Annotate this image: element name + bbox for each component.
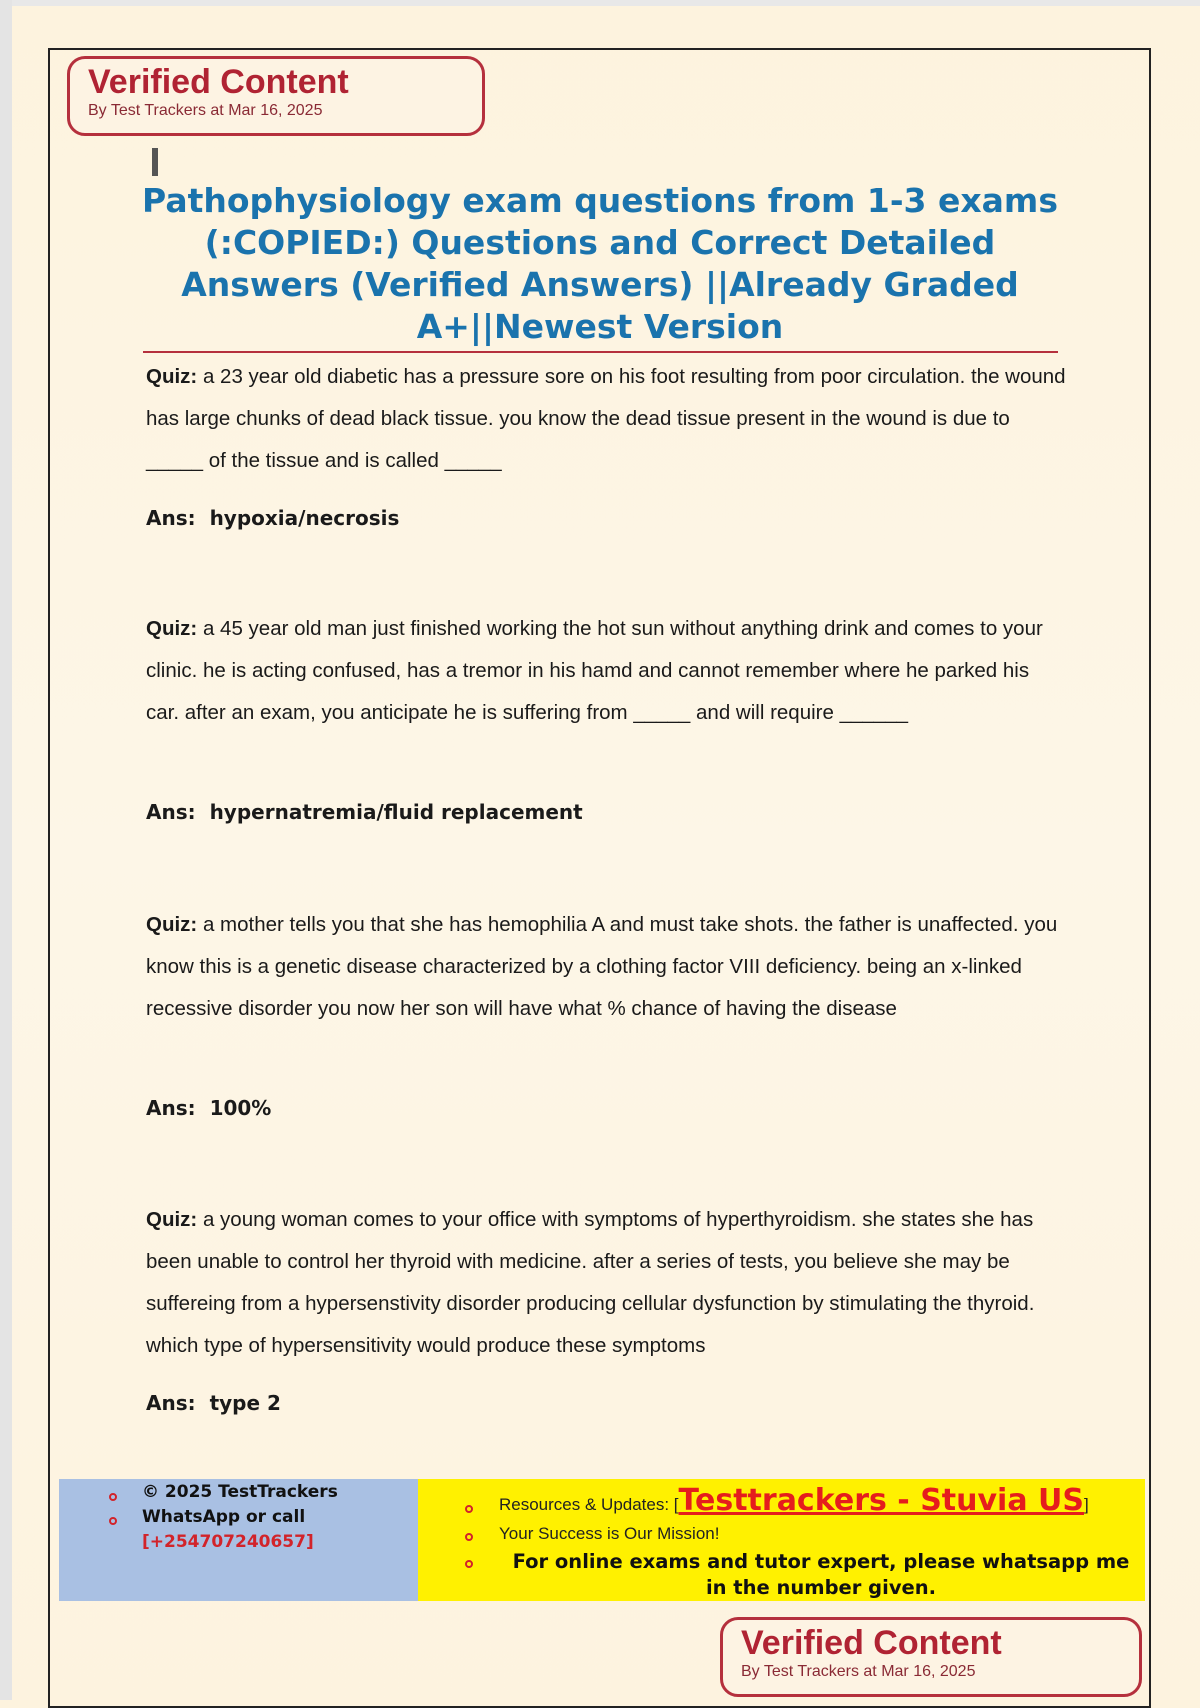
question-text: a 45 year old man just finished working the hot sun without anything drink and comes to your clinic. he is acting confused, has a tremor in his hamd and cannot remember where he parked his car. after an exam, you anticipate he is suffering from _____ and will require ______: [146, 617, 1043, 724]
question-3: [146, 904, 1066, 1030]
footer-online-exams-note: For online exams and tutor expert, please whatsapp me in the number given.: [512, 1550, 1130, 1599]
quiz-label: Quiz:: [146, 1208, 198, 1231]
footer-resources-panel: [418, 1479, 1145, 1601]
circle-bullet-icon: [109, 1493, 117, 1501]
text-cursor-icon: [152, 148, 158, 176]
answer-text: hypoxia/necrosis: [209, 506, 400, 530]
question-text: a young woman comes to your office with symptoms of hyperthyroidism. she states she has been unable to control her thyroid with medicine. after a series of tests, you believe she may be suffereing from a hypersenstivity disorder producing cellular dysfunction by stimulating the thyroid. which type of hypersensitivity would produce these symptoms: [146, 1208, 1035, 1357]
window-left-edge: [0, 0, 12, 1700]
stamp-title: Verified Content: [88, 63, 349, 101]
answer-text: hypernatremia/fluid replacement: [209, 800, 583, 824]
answer-3: [146, 1096, 271, 1120]
footer-resources-line: [499, 1481, 1089, 1525]
circle-bullet-icon: [465, 1560, 473, 1568]
verified-content-stamp-top: [67, 56, 485, 136]
footer-copyright: © 2025 TestTrackers: [142, 1482, 338, 1502]
stamp-byline: By Test Trackers at Mar 16, 2025: [741, 1663, 976, 1680]
answer-4: [146, 1391, 281, 1415]
circle-bullet-icon: [109, 1517, 117, 1525]
question-1: [146, 356, 1066, 482]
question-4: [146, 1199, 1066, 1367]
circle-bullet-icon: [465, 1533, 473, 1541]
question-2: [146, 608, 1066, 734]
answer-label: Ans:: [146, 1096, 196, 1120]
answer-text: type 2: [209, 1391, 281, 1415]
window-top-edge: [0, 0, 1200, 6]
answer-1: [146, 506, 399, 530]
question-text: a 23 year old diabetic has a pressure sore on his foot resulting from poor circulation. the wound has large chunks of dead black tissue. you know the dead tissue present in the wound is due to _____ of the tissue and is called _____: [146, 365, 1066, 472]
qa-item-2: [146, 608, 1066, 824]
quiz-label: Quiz:: [146, 913, 198, 936]
answer-2: [146, 800, 583, 824]
qa-item-3: [146, 904, 1066, 1120]
answer-text: 100%: [209, 1096, 272, 1120]
stuvia-store-link[interactable]: Testtrackers - Stuvia US: [678, 1483, 1084, 1518]
footer-whatsapp-label: WhatsApp or call: [142, 1507, 306, 1527]
footer-phone-number[interactable]: [+254707240657]: [142, 1532, 314, 1552]
answer-label: Ans:: [146, 800, 196, 824]
quiz-label: Quiz:: [146, 365, 198, 388]
resources-label: Resources & Updates: [: [499, 1495, 679, 1514]
document-title: Pathophysiology exam questions from 1-3 exams (:COPIED:) Questions and Correct Detailed Answers (Verified Answers) ||Already Graded A+||Newest Version: [142, 181, 1058, 346]
stamp-title: Verified Content: [741, 1624, 1002, 1662]
answer-label: Ans:: [146, 506, 196, 530]
answer-label: Ans:: [146, 1391, 196, 1415]
footer-contact-panel: [59, 1479, 418, 1601]
qa-item-4: [146, 1199, 1066, 1415]
resources-close: ]: [1084, 1495, 1089, 1514]
qa-item-1: [146, 356, 1066, 530]
question-text: a mother tells you that she has hemophilia A and must take shots. the father is unaffected. you know this is a genetic disease characterized by a clothing factor VIII deficiency. being an x-linked recessive disorder you now her son will have what % chance of having the disease: [146, 913, 1058, 1020]
circle-bullet-icon: [465, 1505, 473, 1513]
footer-mission: Your Success is Our Mission!: [499, 1524, 720, 1543]
verified-content-stamp-bottom: [720, 1617, 1142, 1697]
quiz-label: Quiz:: [146, 617, 198, 640]
title-divider: [143, 351, 1058, 353]
stamp-byline: By Test Trackers at Mar 16, 2025: [88, 102, 323, 119]
